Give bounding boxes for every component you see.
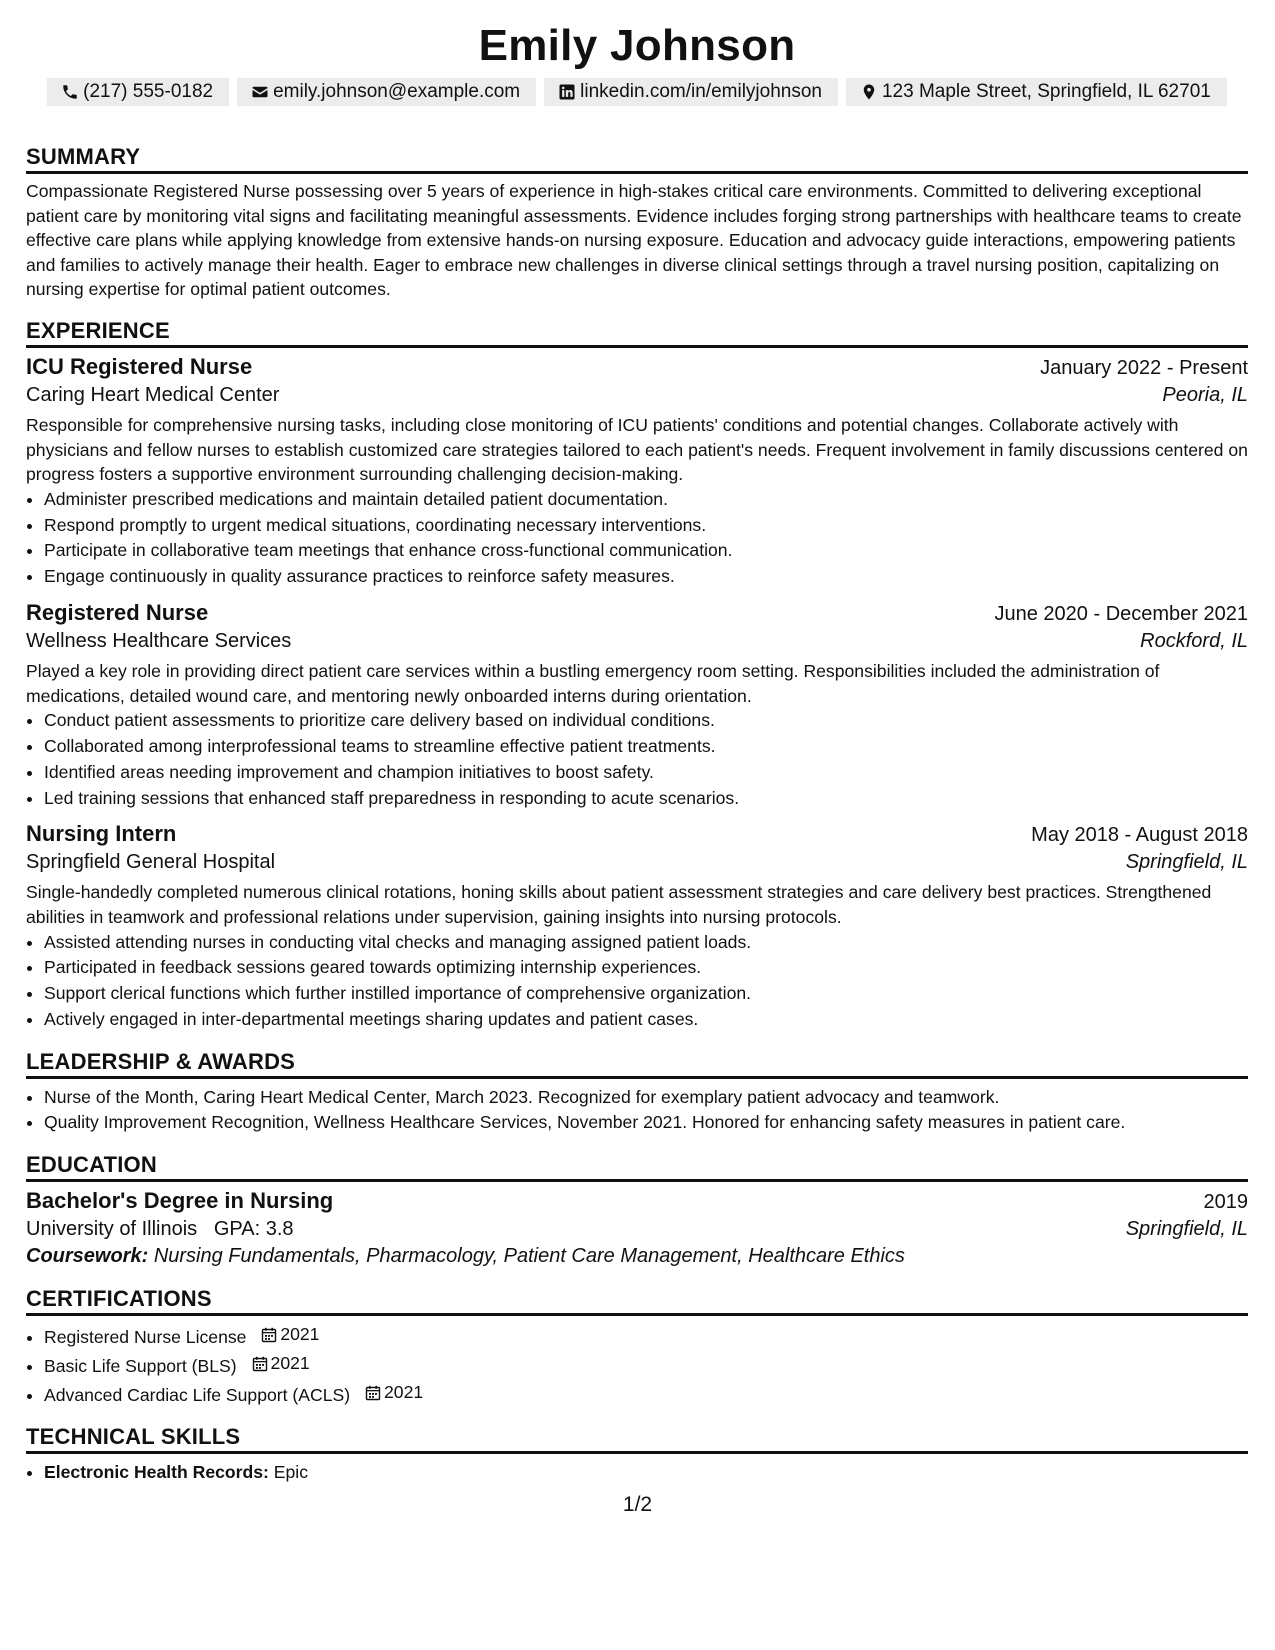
- linkedin-icon: [558, 83, 576, 101]
- page-number: 1/2: [622, 1493, 653, 1516]
- cert-year: 2021: [384, 1381, 424, 1402]
- leadership-heading: LEADERSHIP & AWARDS: [26, 1047, 1248, 1079]
- job-dates: May 2018 - August 2018: [1031, 824, 1248, 847]
- contact-phone-text: (217) 555-0182: [83, 81, 214, 102]
- list-item: • Assisted attending nurses in conducting vital checks and managing assigned patient loads.: [44, 930, 1248, 956]
- cert-name: Basic Life Support (BLS): [44, 1355, 237, 1376]
- cert-name: Advanced Cardiac Life Support (ACLS): [44, 1384, 351, 1405]
- contact-email[interactable]: [237, 78, 536, 106]
- school-name: University of Illinois: [26, 1218, 198, 1241]
- job-title: Registered Nurse: [26, 599, 209, 625]
- list-item: [44, 1380, 1248, 1409]
- list-item: • Led training sessions that enhanced staff preparedness in responding to acute scenarios.: [44, 786, 1248, 812]
- experience-heading: EXPERIENCE: [26, 316, 1248, 348]
- school-location: Springfield, IL: [1125, 1218, 1248, 1241]
- job-entry: [26, 354, 1248, 590]
- skill-value: Epic: [273, 1462, 308, 1483]
- list-item: [44, 1322, 1248, 1351]
- envelope-icon: [251, 83, 269, 101]
- cert-year: 2021: [280, 1324, 320, 1345]
- list-item: • Participate in collaborative team meetings that enhance cross-functional communication.: [44, 538, 1248, 564]
- school-line: [26, 1218, 294, 1241]
- degree-title: Bachelor's Degree in Nursing: [26, 1188, 334, 1214]
- contact-address-text: 123 Maple Street, Springfield, IL 62701: [881, 81, 1211, 102]
- job-entry: [26, 821, 1248, 1032]
- list-item: • Nurse of the Month, Caring Heart Medical Center, March 2023. Recognized for exemplary patient advocacy and teamwork.: [44, 1085, 1248, 1111]
- calendar-icon: [252, 1356, 268, 1372]
- summary-heading: SUMMARY: [26, 142, 1248, 174]
- list-item: • Support clerical functions which further instilled importance of comprehensive organization.: [44, 981, 1248, 1007]
- list-item: • Collaborated among interprofessional teams to streamline effective patient treatments.: [44, 734, 1248, 760]
- graduation-year: 2019: [1203, 1191, 1248, 1214]
- list-item: • Identified areas needing improvement and champion initiatives to boost safety.: [44, 760, 1248, 786]
- contact-bar: [26, 78, 1248, 106]
- cert-name: Registered Nurse License: [44, 1327, 247, 1348]
- education-heading: EDUCATION: [26, 1150, 1248, 1182]
- list-item: • Respond promptly to urgent medical situations, coordinating necessary interventions.: [44, 513, 1248, 539]
- skill-label: Electronic Health Records:: [44, 1462, 269, 1483]
- certifications-heading: CERTIFICATIONS: [26, 1284, 1248, 1316]
- leadership-list: [26, 1085, 1248, 1137]
- job-location: Springfield, IL: [1125, 851, 1248, 874]
- list-item: • Quality Improvement Recognition, Wellness Healthcare Services, November 2021. Honored for enhancing safety measures in patient care.: [44, 1110, 1248, 1136]
- education-section: [26, 1150, 1248, 1268]
- contact-email-text: emily.johnson@example.com: [273, 81, 521, 102]
- job-location: Rockford, IL: [1140, 629, 1248, 652]
- list-item: [44, 1351, 1248, 1380]
- job-description: Responsible for comprehensive nursing tasks, including close monitoring of ICU patients' conditions and potential changes. Collaborate actively with physicians and fellow nurses to establish customized care strategies tailored to each patient's needs. Frequent involvement in family discussions centered on progress fosters a supportive environment surrounding challenging decision-making.: [26, 414, 1248, 485]
- list-item: • Engage continuously in quality assurance practices to reinforce safety measures.: [44, 564, 1248, 590]
- contact-linkedin[interactable]: [544, 78, 838, 106]
- summary-text: Compassionate Registered Nurse possessing over 5 years of experience in high-stakes critical care environments. Committed to delivering exceptional patient care by monitoring vital signs and facilitating meaningful assessments. Evidence includes forging strong partnerships with healthcare teams to create effective care plans while applying knowledge from extensive hands-on nursing exposure. Education and advocacy guide interactions, empowering patients and families to actively manage their health. Eager to embrace new challenges in diverse clinical settings through a travel nursing position, capitalizing on nursing expertise for optimal patient outcomes.: [26, 181, 1242, 300]
- job-organization: Caring Heart Medical Center: [26, 383, 280, 406]
- coursework-list: Nursing Fundamentals, Pharmacology, Patient Care Management, Healthcare Ethics: [153, 1245, 905, 1268]
- job-dates: January 2022 - Present: [1040, 356, 1248, 379]
- cert-year: 2021: [270, 1352, 310, 1373]
- job-location: Peoria, IL: [1162, 383, 1248, 406]
- list-item: [44, 1460, 1248, 1486]
- contact-address[interactable]: [846, 78, 1227, 106]
- job-description: Single-handedly completed numerous clinical rotations, honing skills about patient assessment strategies and care delivery best practices. Strengthened abilities in teamwork and professional relations under supervision, gaining insights into nursing protocols.: [26, 882, 1212, 927]
- skills-list: [26, 1460, 1248, 1486]
- coursework-label: Coursework:: [26, 1245, 149, 1268]
- job-title: ICU Registered Nurse: [26, 353, 253, 379]
- resume-page: [26, 20, 1248, 1486]
- list-item: • Actively engaged in inter-departmental meetings sharing updates and patient cases.: [44, 1007, 1248, 1033]
- contact-linkedin-text: linkedin.com/in/emilyjohnson: [580, 81, 822, 102]
- job-organization: Wellness Healthcare Services: [26, 629, 292, 652]
- leadership-section: [26, 1047, 1248, 1137]
- job-entry: [26, 600, 1248, 811]
- job-dates: June 2020 - December 2021: [994, 602, 1248, 625]
- summary-section: [26, 142, 1248, 302]
- contact-phone[interactable]: [47, 78, 229, 106]
- gpa: GPA: 3.8: [213, 1218, 294, 1241]
- job-organization: Springfield General Hospital: [26, 851, 276, 874]
- calendar-icon: [261, 1327, 277, 1343]
- candidate-name: Emily Johnson: [478, 21, 796, 70]
- job-bullets: [26, 487, 1248, 590]
- skills-heading: TECHNICAL SKILLS: [26, 1422, 1248, 1454]
- calendar-icon: [365, 1385, 381, 1401]
- coursework: [26, 1245, 1248, 1268]
- certifications-section: [26, 1284, 1248, 1408]
- job-description: Played a key role in providing direct patient care services within a bustling emergency room setting. Responsibilities included the administration of medications, detailed wound care, and mentoring newly onboarded interns during orientation.: [26, 660, 1160, 706]
- skills-section: [26, 1422, 1248, 1486]
- job-bullets: [26, 930, 1248, 1033]
- map-pin-icon: [860, 83, 878, 101]
- list-item: • Administer prescribed medications and maintain detailed patient documentation.: [44, 487, 1248, 513]
- job-bullets: [26, 708, 1248, 811]
- certifications-list: [26, 1322, 1248, 1408]
- list-item: • Participated in feedback sessions geared towards optimizing internship experiences.: [44, 955, 1248, 981]
- job-title: Nursing Intern: [26, 821, 177, 847]
- experience-section: [26, 316, 1248, 1033]
- list-item: • Conduct patient assessments to prioritize care delivery based on individual conditions.: [44, 708, 1248, 734]
- phone-icon: [61, 83, 79, 101]
